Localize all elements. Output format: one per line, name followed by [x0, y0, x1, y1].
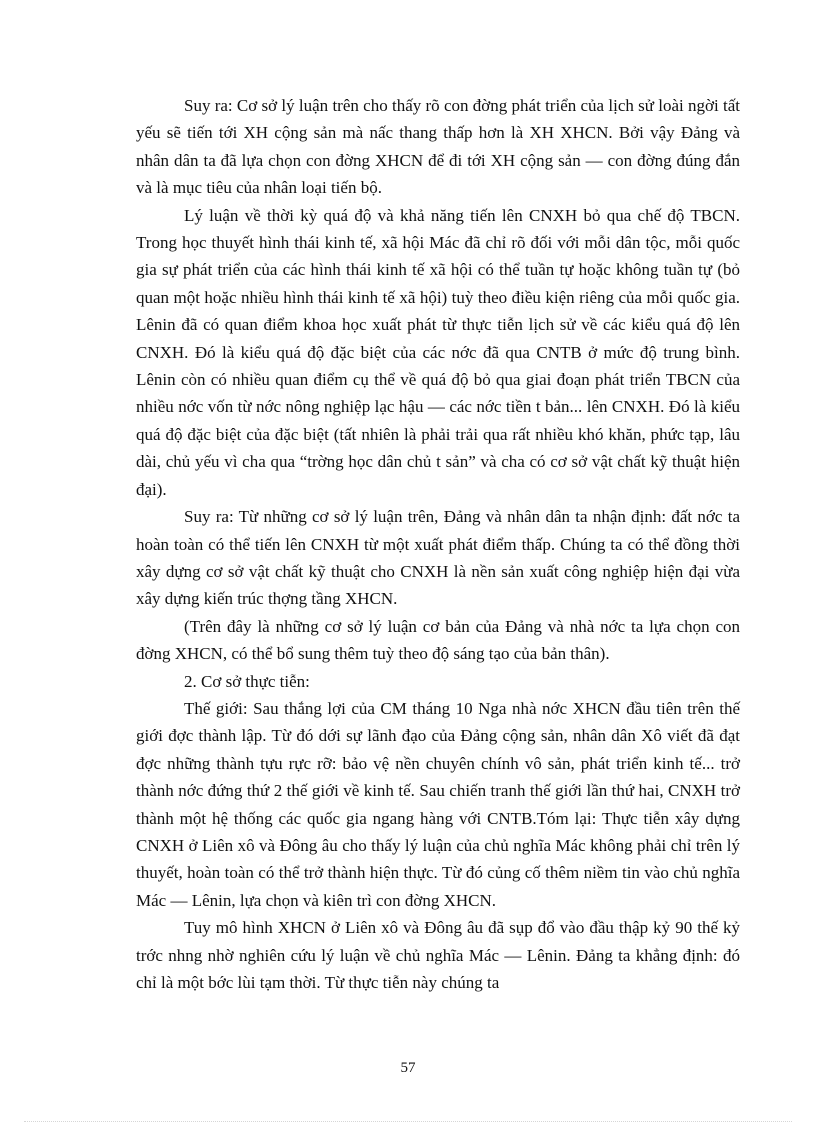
paragraph-conclusion-country: Suy ra: Từ những cơ sở lý luận trên, Đảng và nhân dân ta nhận định: đất nớc ta hoàn toàn có thể tiến lên CNXH từ một xuất phát điểm thấp. Chúng ta có thể đồng thời xây dựng cơ sở vật chất kỹ thuật cho CNXH là nền sản xuất công nghiệp hiện đại vừa xây dựng kiến trúc thợng tầng XHCN. — [136, 507, 740, 609]
page-number: 57 — [400, 1060, 416, 1076]
paragraph-note: (Trên đây là những cơ sở lý luận cơ bản của Đảng và nhà nớc ta lựa chọn con đờng XHCN, có thể bổ sung thêm tuỳ theo độ sáng tạo của bản thân). — [136, 616, 740, 664]
paragraph-world: Thế giới: Sau thắng lợi của CM tháng 10 Nga nhà nớc XHCN đầu tiên trên thế giới đợc thành lập. Từ đó dới sự lãnh đạo của Đảng cộng sản, nhân dân Xô viết đã đạt đợc những thành tựu rực rỡ: bảo vệ nền chuyên chính vô sản, phát triển kinh tế... trở thành nớc đứng thứ 2 thế giới về kinh tế. Sau chiến tranh thế giới lần thứ hai, CNXH trở thành một hệ thống các quốc gia ngang hàng với CNTB.Tóm lại: Thực tiễn xây dựng CNXH ở Liên xô và Đông âu cho thấy lý luận của chủ nghĩa Mác không phải chỉ trên lý thuyết, hoàn toàn có thể trở thành hiện thực. Từ đó củng cố thêm niềm tin vào chủ nghĩa Mác — Lênin, lựa chọn và kiên trì con đờng XHCN. — [136, 698, 740, 910]
paragraph-conclusion-theory: Suy ra: Cơ sở lý luận trên cho thấy rõ con đờng phát triển của lịch sử loài ngời tất yếu sẽ tiến tới XH cộng sản mà nấc thang thấp hơn là XH XHCN. Bởi vậy Đảng và nhân dân ta đã lựa chọn con đờng XHCN để đi tới XH cộng sản — con đờng đúng đắn và là mục tiêu của nhân loại tiến bộ. — [136, 96, 740, 198]
footer-divider — [24, 1121, 792, 1122]
section-heading-practical-basis: 2. Cơ sở thực tiễn: — [184, 671, 310, 691]
paragraph-transition-theory: Lý luận về thời kỳ quá độ và khả năng tiến lên CNXH bỏ qua chế độ TBCN. Trong học thuyết hình thái kinh tế, xã hội Mác đã chỉ rõ đối với mỗi dân tộc, mỗi quốc gia sự phát triển của các hình thái kinh tế xã hội có thể tuần tự hoặc không tuần tự (bỏ quan một hoặc nhiều hình thái kinh tế xã hội) tuỳ theo điều kiện riêng của mỗi quốc gia. Lênin đã có quan điểm khoa học xuất phát từ thực tiễn lịch sử về các kiểu quá độ lên CNXH. Đó là kiểu quá độ đặc biệt của các nớc đã qua CNTB ở mức độ trung bình. Lênin còn có nhiều quan điểm cụ thể về quá độ bỏ qua giai đoạn phát triển TBCN của nhiều nớc vốn từ nớc nông nghiệp lạc hậu — các nớc tiền t bản... lên CNXH. Đó là kiểu quá độ đặc biệt của đặc biệt (tất nhiên là phải trải qua rất nhiều khó khăn, phức tạp, lâu dài, chủ yếu vì cha qua “trờng học dân chủ t sản” và cha có cơ sở vật chất kỹ thuật hiện đại). — [136, 205, 740, 499]
paragraph-eastern-europe: Tuy mô hình XHCN ở Liên xô và Đông âu đã sụp đổ vào đầu thập kỷ 90 thế kỷ trớc nhng nhờ nghiên cứu lý luận về chủ nghĩa Mác — Lênin. Đảng ta khẳng định: đó chỉ là một bớc lùi tạm thời. Từ thực tiễn này chúng ta — [136, 918, 740, 992]
page-body — [136, 92, 740, 996]
